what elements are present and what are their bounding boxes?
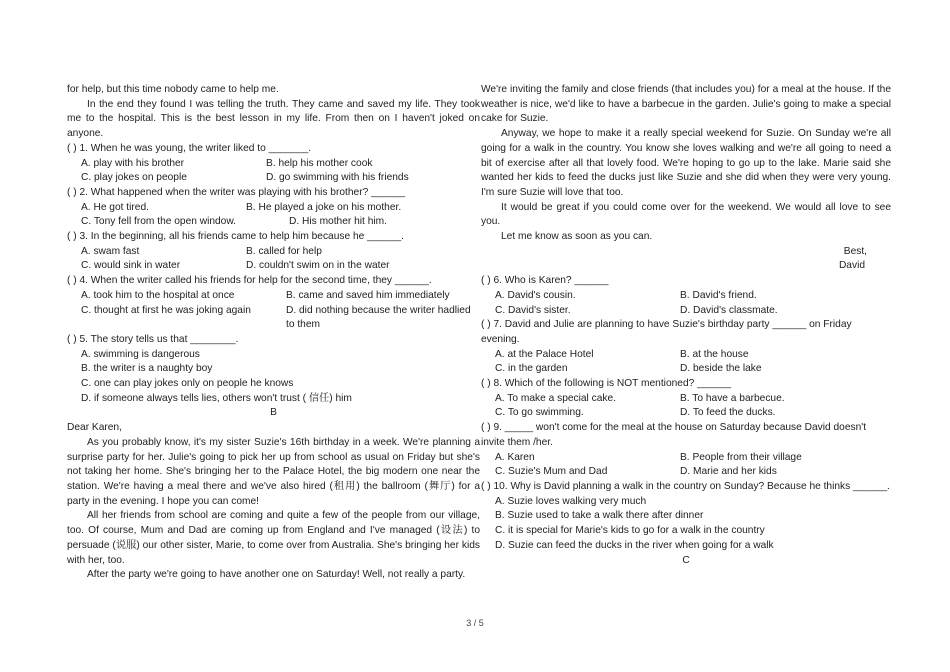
option-c: C. one can play jokes only on people he knows xyxy=(81,378,294,390)
page-number: 3 / 5 xyxy=(466,618,484,628)
option-c: C. Tony fell from the open window. xyxy=(81,216,236,228)
question-10 xyxy=(481,480,891,554)
question-stem: ( ) 4. When the writer called his friends for help for the second time, they ______. xyxy=(67,275,432,287)
letter-paragraph: We're inviting the family and close friends (that includes you) for a meal at the house. If the weather is nice, we'd like to have a barbecue in the garden. Julie's going to make a special cake for Suzie. xyxy=(481,84,891,125)
letter-paragraph: Anyway, we hope to make it a really special weekend for Suzie. On Sunday we're all going for a walk in the country. You know she loves walking and we're all going to need a bit of exercise after all that lovely food. We're hoping to go up to the lake. Marie said she wanted her kids to feed the ducks just like Suzie and she did when they were very young. I'm sure Suzie will love that too. xyxy=(481,128,891,198)
letter-paragraph: Let me know as soon as you can. xyxy=(501,231,653,243)
question-5 xyxy=(67,333,480,407)
question-stem: ( ) 9. _____ won't come for the meal at the house on Saturday because David doesn't invite them /her. xyxy=(481,422,867,448)
option-a: A. David's cousin. xyxy=(495,289,576,301)
option-d: D. To feed the ducks. xyxy=(680,407,776,419)
option-b: B. the writer is a naughty boy xyxy=(81,363,213,375)
option-a: A. He got tired. xyxy=(81,201,149,213)
option-b: B. David's friend. xyxy=(680,289,757,301)
option-a: A. Karen xyxy=(495,451,535,463)
letter-paragraph: After the party we're going to have another one on Saturday! Well, not really a party. xyxy=(87,569,466,581)
option-c: C. in the garden xyxy=(495,363,568,375)
option-d: D. if someone always tells lies, others won't trust ( 信任) him xyxy=(81,392,352,404)
option-b: B. He played a joke on his mother. xyxy=(246,201,402,213)
option-b: B. at the house xyxy=(680,348,749,360)
letter-greeting: Dear Karen, xyxy=(67,422,122,434)
question-2 xyxy=(67,186,480,230)
story-ending-paragraph: In the end they found I was telling the truth. They came and saved my life. They took me to the hospital. This is the best lesson in my life. From then on I haven't joked on anyone. xyxy=(67,98,480,140)
question-stem: ( ) 10. Why is David planning a walk in the country on Sunday? Because he thinks ______. xyxy=(481,480,890,492)
option-d: D. did nothing because the writer hadlied to them xyxy=(286,304,471,331)
option-c: C. would sink in water xyxy=(81,260,181,272)
option-d: D. Suzie can feed the ducks in the river when going for a walk xyxy=(495,539,774,551)
question-9 xyxy=(481,421,891,480)
option-a: A. swam fast xyxy=(81,245,140,257)
option-d: D. His mother hit him. xyxy=(289,216,387,228)
option-c: C. David's sister. xyxy=(495,304,571,316)
letter-signature: David xyxy=(838,260,865,272)
story-ending-line: for help, but this time nobody came to help me. xyxy=(67,84,279,95)
option-c: C. To go swimming. xyxy=(495,407,584,419)
question-stem: ( ) 1. When he was young, the writer liked to _______. xyxy=(67,142,312,154)
question-7 xyxy=(481,318,891,377)
option-a: A. Suzie loves walking very much xyxy=(495,495,647,507)
right-column xyxy=(481,83,891,568)
option-d: D. couldn't swim on in the water xyxy=(246,260,390,272)
question-6 xyxy=(481,274,891,318)
question-8 xyxy=(481,377,891,421)
letter-paragraph: All her friends from school are coming and quite a few of the people from our village, too. Of course, Mum and Dad are coming up from England and I've managed (设法) to persuade (说服) our other sister, Marie, to come over from Australia. She's bringing her kids with her, too. xyxy=(67,510,480,566)
option-a: A. at the Palace Hotel xyxy=(495,348,594,360)
option-b: B. To have a barbecue. xyxy=(680,392,785,404)
question-stem: ( ) 6. Who is Karen? ______ xyxy=(481,275,609,287)
option-b: B. help his mother cook xyxy=(266,157,373,169)
letter-paragraph: As you probably know, it's my sister Suzie's 16th birthday in a week. We're planning a surprise party for her. Julie's going to pick her up from school as usual on Friday but she's not taking her home. She's bringing her to the Palace Hotel, the big modern one near the station. We're having a meal there and we've also hired (租用) the ballroom (舞厅) for a party in the evening. I hope you can come! xyxy=(67,436,480,507)
option-c: C. thought at first he was joking again xyxy=(81,304,251,316)
answer-key: B xyxy=(270,407,277,419)
option-c: C. it is special for Marie's kids to go for a walk in the country xyxy=(495,525,765,537)
question-stem: ( ) 3. In the beginning, all his friends came to help him because he ______. xyxy=(67,231,404,243)
question-3 xyxy=(67,230,480,274)
option-a: A. To make a special cake. xyxy=(495,392,616,404)
question-stem: ( ) 2. What happened when the writer was playing with his brother? ______ xyxy=(67,186,406,198)
question-stem: ( ) 5. The story tells us that ________. xyxy=(67,333,239,345)
option-d: D. David's classmate. xyxy=(680,304,778,316)
question-stem: ( ) 8. Which of the following is NOT mentioned? ______ xyxy=(481,378,732,390)
option-d: D. beside the lake xyxy=(680,363,762,375)
option-b: B. Suzie used to take a walk there after dinner xyxy=(495,510,704,522)
option-a: A. play with his brother xyxy=(81,157,185,169)
option-a: A. swimming is dangerous xyxy=(81,348,200,360)
option-d: D. go swimming with his friends xyxy=(266,172,409,184)
left-column xyxy=(67,83,480,583)
option-c: C. play jokes on people xyxy=(81,172,187,184)
option-d: D. Marie and her kids xyxy=(680,466,777,478)
option-a: A. took him to the hospital at once xyxy=(81,289,235,301)
option-b: B. called for help xyxy=(246,245,322,257)
question-1 xyxy=(67,142,480,186)
answer-key: C xyxy=(682,554,690,566)
letter-paragraph: It would be great if you could come over for the weekend. We would all love to see you. xyxy=(481,201,891,228)
letter-closing: Best, xyxy=(843,245,867,257)
option-b: B. came and saved him immediately xyxy=(286,289,450,301)
option-c: C. Suzie's Mum and Dad xyxy=(495,466,608,478)
question-stem: ( ) 7. David and Julie are planning to have Suzie's birthday party ______ on Friday evening. xyxy=(481,319,852,345)
option-b: B. People from their village xyxy=(680,451,802,463)
question-4 xyxy=(67,274,480,333)
